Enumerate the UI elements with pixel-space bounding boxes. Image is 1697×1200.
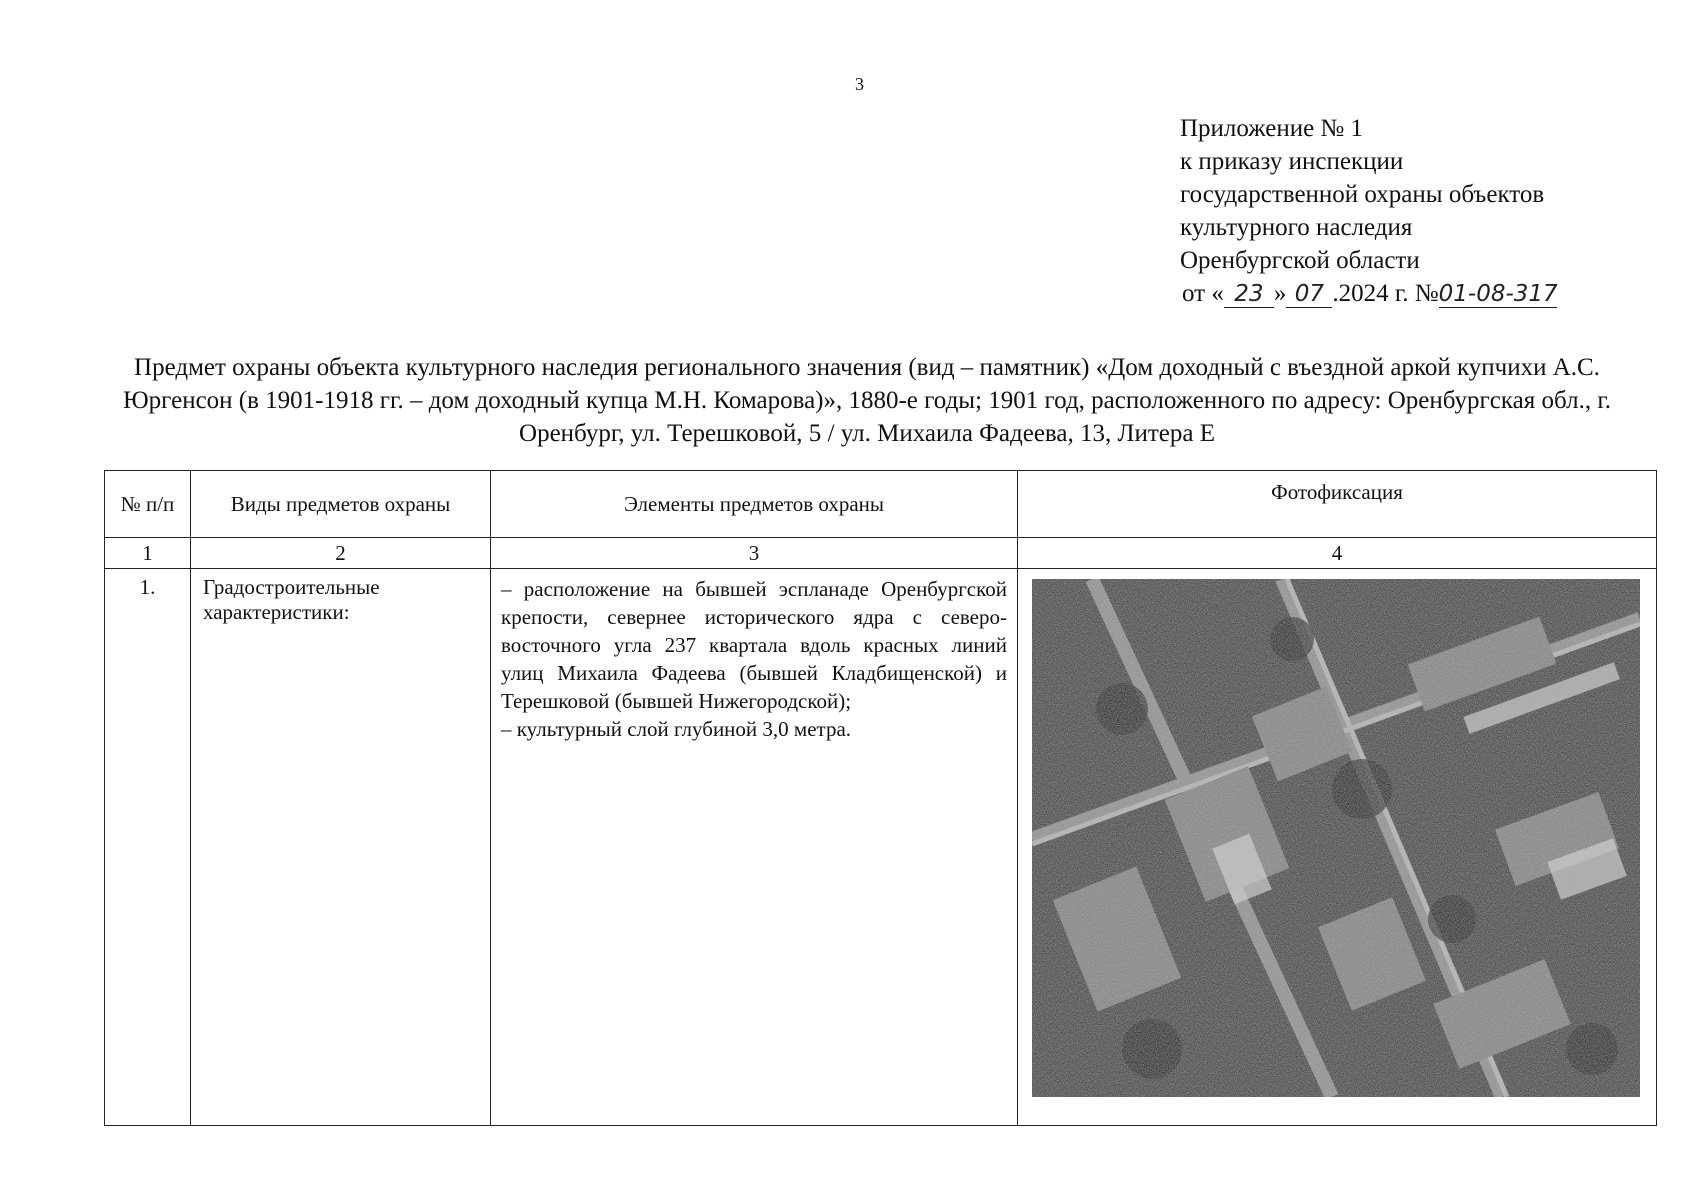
table-index-row	[105, 538, 1657, 569]
table-header-row	[105, 471, 1657, 538]
handwritten-month: 07	[1286, 281, 1332, 308]
handwritten-order-number: 01-08-317	[1438, 281, 1558, 307]
page-number: 3	[855, 74, 864, 94]
row-elements	[491, 569, 1018, 1126]
element-item: – расположение на бывшей эспланаде Оренбургской крепости, севернее исторического ядра с северо-восточного угла 237 квартала вдоль красных линий улиц Михаила Фадеева (бывшей Кладбищенской) и Терешковой (бывшей Нижегородской);	[501, 577, 1007, 713]
row-photo	[1018, 569, 1657, 1126]
date-year: .2024 г. №	[1332, 280, 1439, 307]
appendix-line: культурного наследия	[1180, 214, 1413, 241]
date-separator: »	[1273, 280, 1287, 307]
document-title: Предмет охраны объекта культурного наследия регионального значения (вид – памятник) «Дом доходный с въездной аркой купчихи А.С. Юргенсон (в 1901-1918 гг. – дом доходный купца М.Н. Комарова)», 1880-е годы; 1901 год, расположенного по адресу: Оренбургская обл., г. Оренбург, ул. Терешковой, 5 / ул. Михаила Фадеева, 13, Литера Е	[122, 354, 1611, 447]
date-prefix: от «	[1182, 280, 1224, 307]
aerial-photo	[1032, 579, 1640, 1097]
header-kind: Виды предметов охраны	[191, 471, 491, 538]
index-cell: 2	[191, 538, 491, 569]
appendix-line: к приказу инспекции	[1180, 148, 1404, 175]
order-date-line	[1182, 277, 1557, 310]
row-kind: Градостроительные характеристики:	[191, 569, 491, 1126]
protection-subject-table	[104, 470, 1657, 1126]
index-cell: 4	[1018, 538, 1657, 569]
appendix-line: государственной охраны объектов	[1180, 181, 1545, 208]
row-number: 1.	[105, 569, 191, 1126]
element-item: – культурный слой глубиной 3,0 метра.	[501, 717, 852, 741]
header-num: № п/п	[105, 471, 191, 538]
header-elements: Элементы предметов охраны	[491, 471, 1018, 538]
index-cell: 1	[105, 538, 191, 569]
header-photo: Фотофиксация	[1018, 471, 1657, 538]
table-row	[105, 569, 1657, 1126]
appendix-block	[1180, 112, 1557, 310]
appendix-line: Оренбургской области	[1180, 247, 1420, 274]
handwritten-day: 23	[1224, 281, 1274, 308]
index-cell: 3	[491, 538, 1018, 569]
appendix-title: Приложение № 1	[1180, 115, 1364, 142]
